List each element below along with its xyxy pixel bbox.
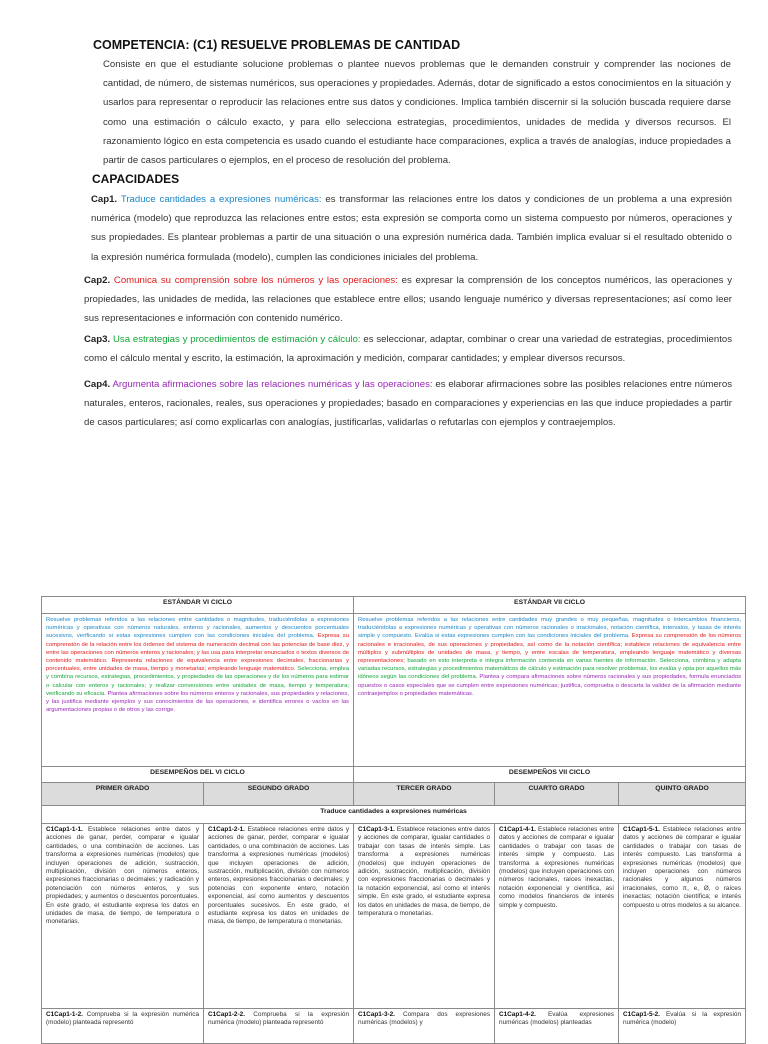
performance-cell [354, 824, 495, 1009]
grade-header-3: TERCER GRADO [354, 783, 495, 806]
performance-code: C1Cap1-2-2. [208, 1011, 245, 1018]
standard-vi-part-2: Expresa su comprensión de la relación entre los órdenes del sistema de numeración decimal con las potencias de base diez, y entre las operaciones con números enteros y racionales; y las usa para interpretar enunciados o textos diversos de contenido matemático. Representa relaciones de equivalencia entre expresiones decimales, fraccionarias y porcentuales, entre unidades de masa, tiempo y monetarias; empleando lenguaje matemático. [46, 633, 350, 673]
capacity-3-name: Usa estrategias y procedimientos de estimación y cálculo: [112, 334, 361, 345]
capacity-4-name: Argumenta afirmaciones sobre las relaciones numéricas y las operaciones: [112, 379, 433, 390]
capacity-2-text: es expresar la comprensión de los conceptos numéricos, las operaciones y propiedades, las unidades de medida, las relaciones que establece entre ellos; usando lenguaje numérico y diversas representaciones; así como leer sus representaciones e información con contenido numérico. [84, 275, 732, 325]
performance-text: Establece relaciones entre datos y acciones de comparar, igualar cantidades o trabajar con tasas de interés simple. Las transforma a expresiones numéricas (modelos) que incluyen operaciones de adición, sustracción, multiplicación, división con expresiones fraccionarias o decimales y la notación exponencial, así como el interés simple. En este grado, el estudiante expresa los datos en unidades de masa, de tiempo, de temperatura o monetarias. [358, 826, 491, 918]
performance-cell [204, 824, 354, 1009]
performance-code: C1Cap1-2-1. [208, 826, 245, 833]
standard-vii-text [354, 614, 746, 767]
performance-text: Evalúa expresiones numéricas (modelos) planteadas [499, 1011, 615, 1027]
capacity-2-name: Comunica su comprensión sobre los números y las operaciones: [113, 275, 398, 286]
capacity-3 [84, 330, 732, 368]
grade-header-4: CUARTO GRADO [495, 783, 619, 806]
performance-code: C1Cap1-1-2. [46, 1011, 83, 1018]
performance-cell [42, 1009, 204, 1044]
capacity-2 [84, 271, 732, 329]
performances-vi-heading: DESEMPEÑOS DEL VI CICLO [42, 767, 354, 783]
capacities-heading: CAPACIDADES [92, 172, 180, 186]
competency-title: COMPETENCIA: (C1) RESUELVE PROBLEMAS DE CANTIDAD [93, 38, 461, 52]
performance-cell [495, 1009, 619, 1044]
grade-header-5: QUINTO GRADO [619, 783, 746, 806]
performance-code: C1Cap1-1-1. [46, 826, 83, 833]
performance-cell [495, 824, 619, 1009]
standard-vi-text [42, 614, 354, 767]
performance-code: C1Cap1-3-1. [358, 826, 395, 833]
capacity-1-label: Cap1. [91, 194, 118, 205]
capacity-1 [91, 190, 732, 267]
performances-vii-heading: DESEMPEÑOS VII CICLO [354, 767, 746, 783]
standard-vi-part-3: Selecciona, emplea y combina recursos, estrategias, procedimientos, y propiedades de las operaciones y de los números para estimar o calcular con enteros y racionales; y realizar conversiones entre unidades de masa, tiempo y temperatura; verificando su eficacia. [46, 666, 350, 697]
standard-vi-heading: ESTÁNDAR VI CICLO [42, 597, 354, 614]
performance-text: Comprueba si la expresión numérica (modelo) planteada representó [208, 1011, 350, 1027]
performance-text: Compara dos expresiones numéricas (modelos) y [358, 1011, 491, 1027]
performance-cell [204, 1009, 354, 1044]
capacity-4-label: Cap4. [84, 379, 111, 390]
capacity-2-label: Cap2. [84, 275, 111, 286]
performance-code: C1Cap1-4-1. [499, 826, 536, 833]
capacity-3-label: Cap3. [84, 334, 111, 345]
performance-code: C1Cap1-3-2. [358, 1011, 395, 1018]
performance-cell [619, 824, 746, 1009]
grade-header-1: PRIMER GRADO [42, 783, 204, 806]
standard-vi-part-1: Resuelve problemas referidos a las relaciones entre cantidades o magnitudes, traduciéndolas a expresiones numéricas y operativas con números naturales, enteros y racionales, aumentos y descuentos porcentuales sucesivos, verificando si estas expresiones cumplen con las condiciones iniciales del problema. [46, 617, 350, 640]
performance-cell [42, 824, 204, 1009]
performance-code: C1Cap1-5-1. [623, 826, 660, 833]
grade-header-2: SEGUNDO GRADO [204, 783, 354, 806]
performance-text: Establece relaciones entre datos y acciones de comparar e igualar cantidades o trabajar con tasas de interés simple y compuesto. Las transforma a expresiones numéricas (modelos) que incluyen operaciones con números racionales, raíces inexactas, notación exponencial y científica, así como modelos financieros de interés simple y compuesto. [499, 826, 615, 909]
standard-vii-heading: ESTÁNDAR VII CICLO [354, 597, 746, 614]
capacity-row-heading: Traduce cantidades a expresiones numéricas [42, 806, 746, 824]
capacity-1-text: es transformar las relaciones entre los datos y condiciones de un problema a una expresión numérica (modelo) que reproduzca las relaciones entre estos; esta expresión se comporta como un sistema compuesto por números, operaciones y sus propiedades. Es plantear problemas a partir de una situación o una expresión numérica dada. También implica evaluar si el resultado obtenido o la expresión numérica formulada (modelo), cumplen las condiciones iniciales del problema. [91, 194, 733, 263]
standard-vii-part-4: Plantea y compara afirmaciones sobre números racionales y sus propiedades, formula enunciados opuestos o casos especiales que se cumplen entre expresiones numéricas; justifica, comprueba o descarta la validez de la afirmación mediante contraejemplos o propiedades matemáticas. [358, 674, 742, 697]
performance-code: C1Cap1-5-2. [623, 1011, 660, 1018]
performance-text: Establece relaciones entre datos y acciones de comparar e igualar cantidades o trabajar con tasas de interés compuesto. Las transforma a expresiones numéricas (modelos) que incluyen operaciones con números racionales y algunos números irracionales, como π, e, Ø, o raíces inexactas; notación científica; e interés compuesto u otros modelos a su alcance. [623, 826, 742, 909]
capacity-4-text: es elaborar afirmaciones sobre las posibles relaciones entre números naturales, enteros, racionales, reales, sus operaciones y propiedades; basado en comparaciones y experiencias en las que induce propiedades a partir de casos particulares; así como explicarlas con analogías, justificarlas, validarlas o refutarlas con ejemplos y contraejemplos. [84, 379, 733, 429]
performance-code: C1Cap1-4-2. [499, 1011, 536, 1018]
capacity-4 [84, 375, 732, 433]
performance-text: Establece relaciones entre datos y acciones de ganar, perder, comparar e igualar cantidades, o una combinación de acciones. Las transforma a expresiones numéricas (modelos) que incluyen operaciones de adición, sustracción, multiplicación, división con números enteros, expresiones fraccionarias o decimales; y radicación y potenciación con números enteros, y sus propiedades; y aumentos o descuentos porcentuales. En este grado, el estudiante expresa los datos en unidades de masa, de tiempo, de temperatura o monetarias. [46, 826, 199, 926]
performance-text: Evalúa si la expresión numérica (modelo) [623, 1011, 742, 1027]
capacity-3-text: es seleccionar, adaptar, combinar o crear una variedad de estrategias, procedimientos como el cálculo mental y escrito, la estimación, la aproximación y medición, comparar cantidades; y emplear diversos recursos. [84, 334, 732, 365]
performance-text: Comprueba si la expresión numérica (modelo) planteada representó [46, 1011, 199, 1027]
performance-cell [354, 1009, 495, 1044]
standard-vii-part-1: Resuelve problemas referidos a las relaciones entre cantidades muy grandes o muy pequeñas, magnitudes o intercambios financieros, traduciéndolas a expresiones numéricas y operativas con números racionales o irracionales, notación científica, intervalos, y tasas de interés simple y compuesto. Evalúa si estas expresiones cumplen con las condiciones iniciales del problema. [358, 617, 742, 640]
capacity-1-name: Traduce cantidades a expresiones numéricas: [120, 194, 322, 205]
performance-cell [619, 1009, 746, 1044]
standard-vi-part-4: Plantea afirmaciones sobre los números enteros y racionales, sus propiedades y relaciones, y las justifica mediante ejemplos y sus conocimientos de las operaciones, e identifica errores o vacíos en las argumentaciones propias o de otros y las corrige. [46, 690, 350, 714]
standard-vii-part-2: Expresa su comprensión de los números racionales e irracionales, de sus operaciones y propiedades, así como de la notación científica; establece relaciones de equivalencia entre múltiplos y submúltiplos de unidades de masa, y tiempo, y entre escalas de temperatura, empleando lenguaje matemático y diversas representaciones; [358, 633, 742, 665]
standard-vii-part-3: basado en esto interpreta e integra información contenida en varias fuentes de información. Selecciona, combina y adapta variadas recursos, estrategias y procedimientos matemáticos de cálculo y estimación para resolver problemas, los evalúa y opta por aquellos más idóneos según las condiciones del problema. [358, 658, 742, 681]
standards-table [41, 596, 746, 1044]
competency-description: Consiste en que el estudiante solucione problemas o plantee nuevos problemas que le demanden construir y comprender las nociones de cantidad, de número, de sistemas numéricos, sus operaciones y propiedades. Además, dotar de significado a estos conocimientos en la situación y usarlos para representar o reproducir las relaciones entre sus datos y condiciones. Implica también discernir si la solución buscada requiere darse como una estimación o cálculo exacto, y para ello selecciona estrategias, procedimientos, unidades de medida y diversos recursos. El razonamiento lógico en esta competencia es usado cuando el estudiante hace comparaciones, explica a través de analogías, induce propiedades a partir de casos particulares o ejemplos, en el proceso de resolución del problema. [103, 59, 731, 167]
performance-text: Establece relaciones entre datos y acciones de ganar, perder, comparar e igualar cantidades, o una combinación de acciones. Las transforma a expresiones numéricas (modelos) que incluyen operaciones de adición, sustracción, multiplicación, división con números enteros, expresiones fraccionarias o decimales; y potencias con exponente entero, notación exponencial, así como aumentos y descuentos porcentuales sucesivos. En este grado, el estudiante expresa los datos en unidades de masa, de tiempo, de temperatura o monetarias. [208, 826, 350, 926]
